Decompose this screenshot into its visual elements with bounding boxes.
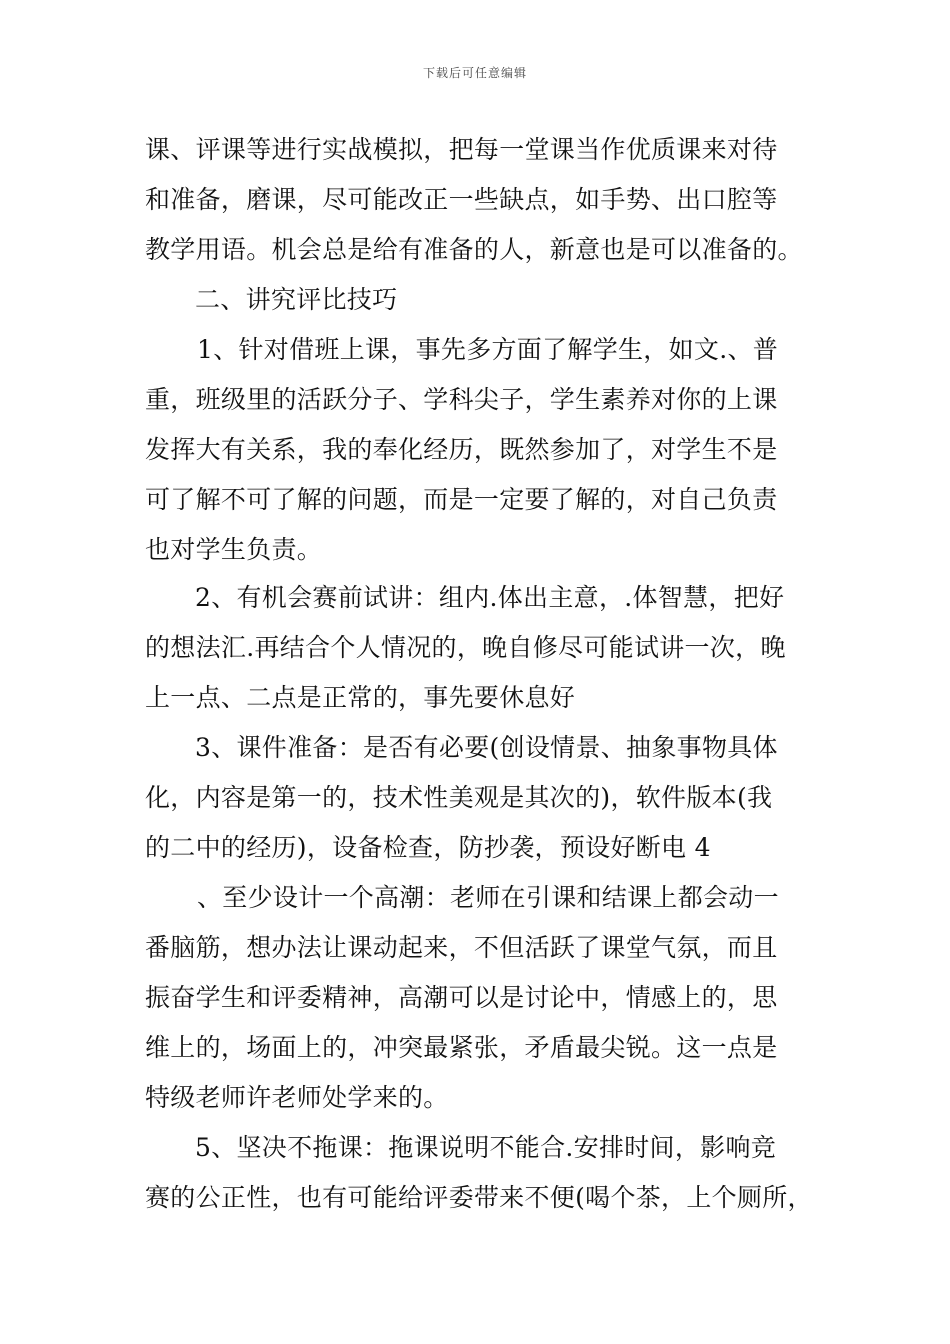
text-line: 1、针对借班上课，事先多方面了解学生，如文.、普 (197, 335, 779, 364)
text-line: 发挥大有关系，我的奉化经历，既然参加了，对学生不是 (145, 435, 778, 464)
text-line: 重，班级里的活跃分子、学科尖子，学生素养对你的上课 (145, 385, 778, 414)
text-line: 3、课件准备：是否有必要(创设情景、抽象事物具体 (195, 733, 778, 762)
text-line: 化，内容是第一的，技术性美观是其次的)，软件版本(我 (145, 783, 773, 812)
text-line: 、至少设计一个高潮：老师在引课和结课上都会动一 (197, 883, 779, 912)
text-line: 和准备，磨课，尽可能改正一些缺点，如手势、出口腔等 (145, 185, 778, 214)
text-line: 赛的公正性，也有可能给评委带来不便(喝个茶，上个厕所， (145, 1183, 813, 1212)
text-line: 可了解不可了解的问题，而是一定要了解的，对自己负责 (145, 485, 778, 514)
text-line: 上一点、二点是正常的，事先要休息好 (145, 683, 576, 712)
text-line: 也对学生负责。 (145, 535, 323, 564)
text-line: 5、坚决不拖课：拖课说明不能合.安排时间，影响竞 (195, 1133, 777, 1162)
text-line: 番脑筋，想办法让课动起来，不但活跃了课堂气氛，而且 (145, 933, 778, 962)
text-line: 的想法汇.再结合个人情况的，晚自修尽可能试讲一次，晚 (145, 633, 786, 662)
text-line: 2、有机会赛前试讲：组内.体出主意，.体智慧，把好 (195, 583, 785, 612)
text-line: 教学用语。机会总是给有准备的人，新意也是可以准备的。 (145, 235, 803, 264)
page-header: 下载后可任意编辑 (422, 66, 527, 80)
text-line: 的二中的经历)，设备检查，防抄袭，预设好断电 4 (145, 833, 711, 862)
text-line: 振奋学生和评委精神，高潮可以是讨论中，情感上的，思 (145, 983, 778, 1012)
section-heading: 二、讲究评比技巧 (195, 285, 398, 314)
text-line: 课、评课等进行实战模拟，把每一堂课当作优质课来对待 (145, 135, 778, 164)
text-line: 维上的，场面上的，冲突最紧张，矛盾最尖锐。这一点是 (145, 1033, 778, 1062)
text-line: 特级老师许老师处学来的。 (145, 1083, 449, 1112)
